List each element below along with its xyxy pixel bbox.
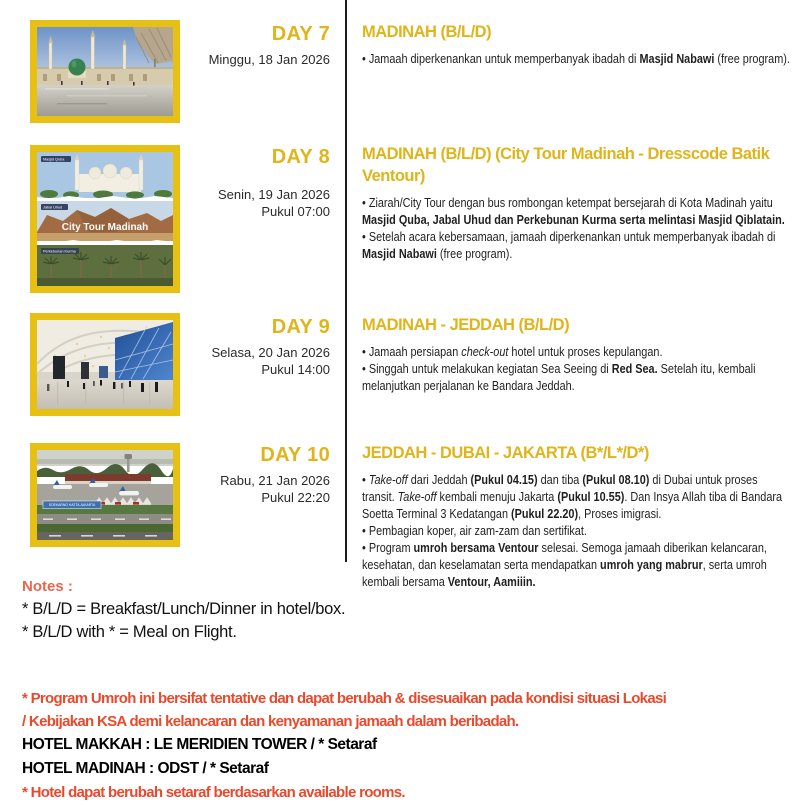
footer-section	[22, 687, 798, 804]
day7-content	[362, 21, 792, 67]
badge-masjid-quba	[41, 156, 71, 162]
day9-date: Selasa, 20 Jan 2026 Pukul 14:00	[211, 345, 330, 377]
city-tour-madinah-collage-illustration	[37, 152, 173, 286]
day7-date: Minggu, 18 Jan 2026	[208, 52, 330, 67]
day9-photo	[30, 313, 180, 416]
day10-title: JEDDAH - DUBAI - JAKARTA (B*/L*/D*)	[362, 444, 649, 462]
day9-body: • Jamaah persiapan check-out hotel untuk proses kepulangan. • Singgah untuk melakukan kegiatan Sea Seeing di Red Sea. Setelah itu, kembali melanjutkan perjalanan ke Bandara Jeddah.	[362, 344, 756, 393]
day8-meta	[160, 146, 330, 220]
footer-hotel-madinah: HOTEL MADINAH : ODST / * Setaraf	[22, 760, 269, 777]
footer-disclaimer-line-1: * Program Umroh ini bersifat tentative dan dapat berubah & disesuaikan pada kondisi situasi Lokasi	[22, 690, 667, 707]
footer-disclaimer-line-2: / Kebijakan KSA demi kelancaran dan kenyamanan jamaah dalam beribadah.	[22, 713, 519, 730]
day10-label: DAY 10	[260, 444, 330, 466]
footer-hotel-note: * Hotel dapat berubah setaraf berdasarkan available rooms.	[22, 784, 405, 801]
day8-photo	[30, 145, 180, 293]
airport-sign	[43, 501, 101, 509]
note-line-2: * B/L/D with * = Meal on Flight.	[22, 623, 237, 641]
masjid-nabawi-illustration	[37, 27, 173, 116]
day10-date: Rabu, 21 Jan 2026 Pukul 22:20	[220, 473, 330, 505]
svg-text:Masjid Quba: Masjid Quba	[43, 157, 65, 162]
svg-text:SOEKARNO HATTA JAKARTA: SOEKARNO HATTA JAKARTA	[48, 503, 96, 508]
day10-meta	[160, 444, 330, 506]
day9-label: DAY 9	[271, 316, 330, 338]
day7-title: MADINAH (B/L/D)	[362, 23, 492, 41]
day8-title: MADINAH (B/L/D) (City Tour Madinah - Dresscode Batik Ventour)	[362, 145, 770, 185]
day7-meta	[160, 23, 330, 68]
day7-label: DAY 7	[271, 23, 330, 45]
day8-content	[362, 143, 792, 262]
notes-section	[22, 578, 622, 644]
day10-body: • Take-off dari Jeddah (Pukul 04.15) dan tiba (Pukul 08.10) di Dubai untuk proses transit. Take-off kembali menuju Jakarta (Pukul 10.55). Dan Insya Allah tiba di Bandara Soetta Terminal 3 Kedatangan (Pukul 22.20), Proses imigrasi. • Pembagian koper, air zam-zam dan sertifikat. • Program umroh bersama Ventour selesai. Semoga jamaah diberikan kelancaran, kesehatan, dan keselamatan serta mendapatkan umroh yang mabrur, serta umroh kembali bersama Ventour, Aamiiin.	[362, 472, 783, 589]
vertical-divider	[345, 0, 347, 562]
notes-title: Notes :	[22, 578, 73, 595]
airport-terminal-illustration	[37, 320, 173, 409]
day9-title: MADINAH - JEDDAH (B/L/D)	[362, 316, 570, 334]
footer-hotel-makkah: HOTEL MAKKAH : LE MERIDIEN TOWER / * Setaraf	[22, 736, 377, 753]
day8-body: • Ziarah/City Tour dengan bus rombongan ketempat bersejarah di Kota Madinah yaitu Masjid Quba, Jabal Uhud dan Perkebunan Kurma serta melintasi Masjid Qiblatain. • Setelah acara kebersamaan, jamaah diperkenankan untuk memperbanyak ibadah di Masjid Nabawi (free program).	[362, 195, 785, 261]
svg-text:Jabal Uhud: Jabal Uhud	[43, 205, 63, 210]
day7-photo	[30, 20, 180, 123]
badge-jabal-uhud	[41, 204, 68, 210]
day9-meta	[160, 316, 330, 378]
soekarno-hatta-airport-illustration	[37, 450, 173, 540]
city-tour-madinah-overlay-text: City Tour Madinah	[61, 222, 149, 233]
svg-text:Perkebunan Kurma: Perkebunan Kurma	[43, 249, 76, 254]
day8-date: Senin, 19 Jan 2026 Pukul 07:00	[217, 187, 330, 219]
day7-body: • Jamaah diperkenankan untuk memperbanyak ibadah di Masjid Nabawi (free program).	[362, 51, 790, 66]
day9-content	[362, 314, 792, 394]
badge-perkebunan-kurma	[41, 248, 79, 254]
day8-label: DAY 8	[271, 146, 330, 168]
day10-content	[362, 442, 792, 590]
day10-photo	[30, 443, 180, 547]
note-line-1: * B/L/D = Breakfast/Lunch/Dinner in hotel/box.	[22, 600, 346, 618]
